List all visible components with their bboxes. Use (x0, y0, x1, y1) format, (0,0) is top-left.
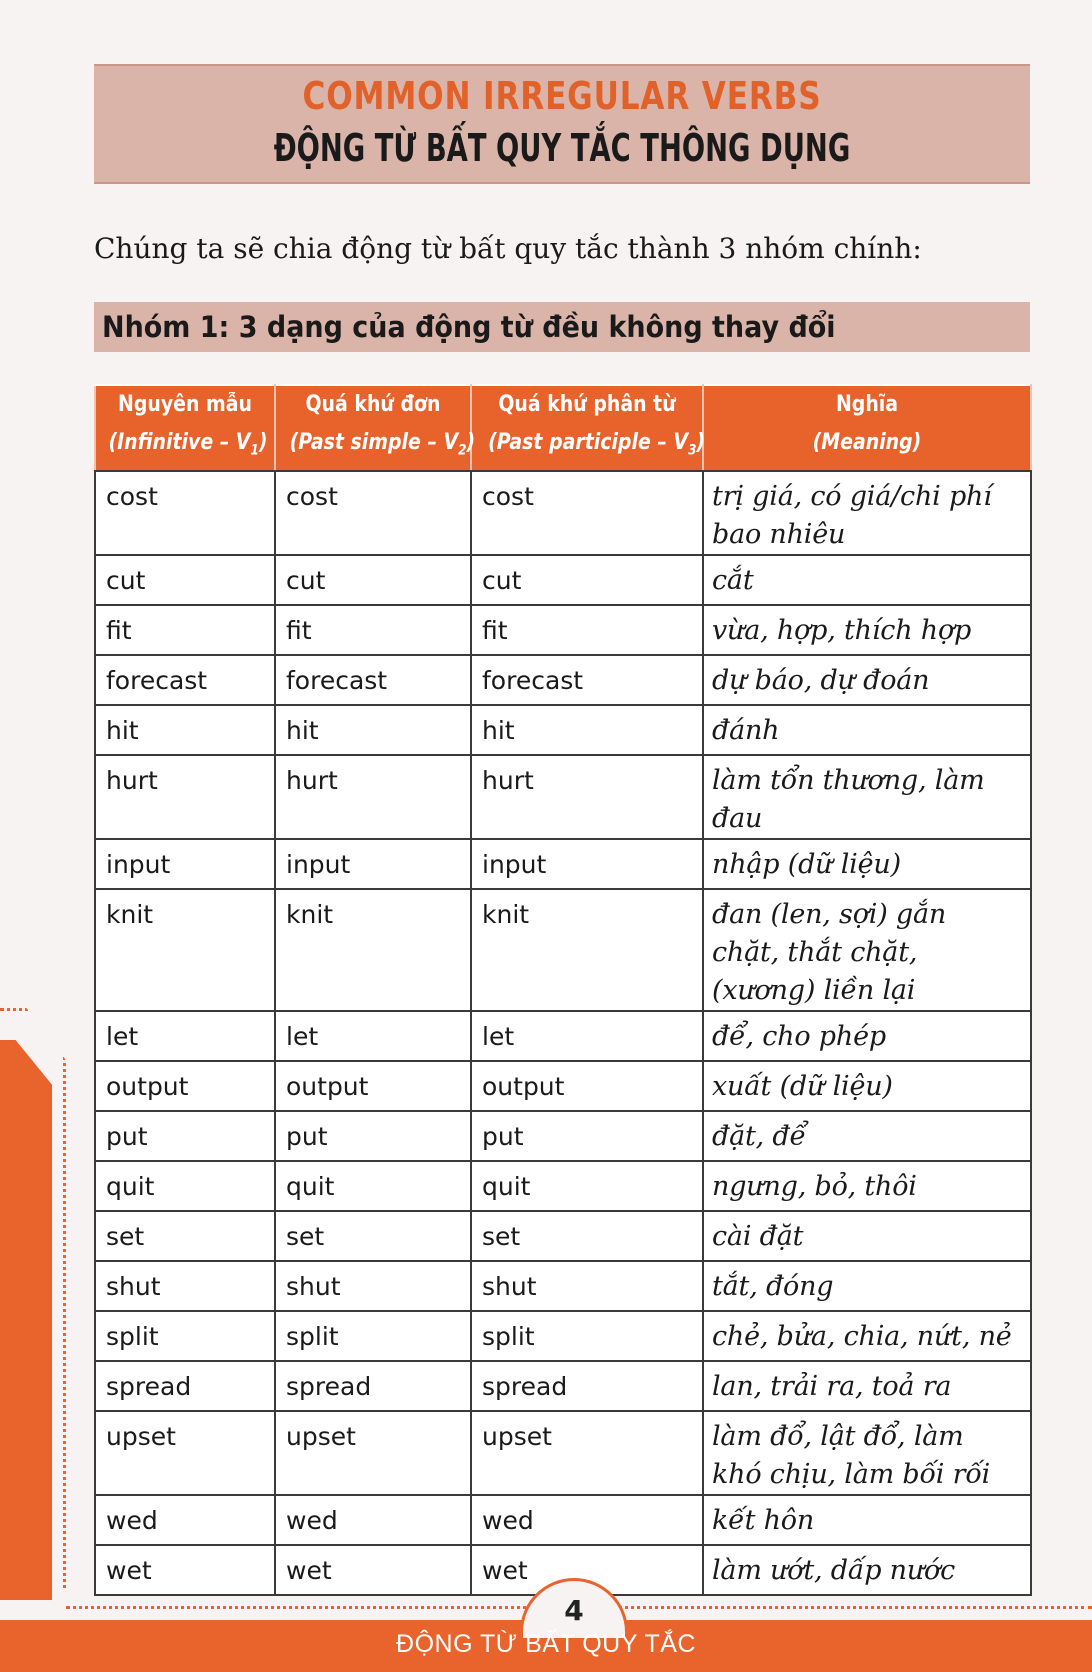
cell-v1: cost (95, 471, 275, 555)
table-row (95, 1411, 1031, 1495)
group-banner (94, 302, 1030, 352)
cell-v1: input (95, 839, 275, 889)
cell-v3: set (471, 1211, 703, 1261)
cell-meaning: làm ướt, dấp nước (703, 1545, 1031, 1595)
column-header-3 (471, 385, 706, 471)
cell-v3: wet (471, 1545, 703, 1595)
cell-v1: wed (95, 1495, 275, 1545)
intro-text: Chúng ta sẽ chia động từ bất quy tắc thành 3 nhóm chính: (94, 232, 922, 265)
cell-v1: upset (95, 1411, 275, 1495)
column-header-label: Nghĩa (835, 392, 899, 418)
table-row (95, 1311, 1031, 1361)
cell-v1: wet (95, 1545, 275, 1595)
table-header-row (95, 385, 1031, 471)
cell-meaning: ngưng, bỏ, thôi (703, 1161, 1031, 1211)
cell-v2: put (275, 1111, 471, 1161)
cell-v2: set (275, 1211, 471, 1261)
column-header-close: ) (258, 430, 268, 456)
table-body (95, 471, 1031, 1595)
cell-v3: wed (471, 1495, 703, 1545)
column-header-label: Quá khứ đơn (305, 392, 441, 418)
table-row (95, 1495, 1031, 1545)
table-row (95, 655, 1031, 705)
cell-meaning: tắt, đóng (703, 1261, 1031, 1311)
cell-v3: hurt (471, 755, 703, 839)
cell-v3: output (471, 1061, 703, 1111)
cell-v3: shut (471, 1261, 703, 1311)
column-header-label: Quá khứ phân từ (498, 392, 676, 418)
column-header-subscript: 3 (688, 442, 697, 459)
cell-v2: hurt (275, 755, 471, 839)
title-english: COMMON IRREGULAR VERBS (302, 74, 822, 118)
column-header-sublabel-text: (Meaning) (812, 430, 922, 456)
cell-v2: split (275, 1311, 471, 1361)
cell-v2: hit (275, 705, 471, 755)
column-header-close: ) (466, 430, 476, 456)
cell-v3: let (471, 1011, 703, 1061)
cell-meaning: cài đặt (703, 1211, 1031, 1261)
column-header-sublabel (727, 424, 1007, 469)
cell-meaning: đánh (703, 705, 1031, 755)
column-header-sublabel (108, 424, 268, 469)
cell-v2: output (275, 1061, 471, 1111)
column-header-sublabel-text: (Past simple – V (289, 430, 459, 456)
footer-book-title: ĐỘNG TỪ BẤT QUY TẮC (396, 1630, 696, 1658)
cell-v3: quit (471, 1161, 703, 1211)
column-header-4 (703, 385, 1031, 471)
cell-v1: hurt (95, 755, 275, 839)
cell-v1: spread (95, 1361, 275, 1411)
cell-v3: forecast (471, 655, 703, 705)
verb-table (94, 384, 1032, 1596)
column-header-subscript: 1 (250, 442, 259, 459)
table-row (95, 1261, 1031, 1311)
cell-v1: hit (95, 705, 275, 755)
cell-v2: spread (275, 1361, 471, 1411)
cell-v1: cut (95, 555, 275, 605)
table-row (95, 1161, 1031, 1211)
column-header-close: ) (696, 430, 706, 456)
cell-v2: forecast (275, 655, 471, 705)
cell-meaning: lan, trải ra, toả ra (703, 1361, 1031, 1411)
column-header-sublabel-text: (Past participle – V (488, 430, 689, 456)
cell-v2: shut (275, 1261, 471, 1311)
page-number: 4 (564, 1594, 584, 1627)
cell-v1: quit (95, 1161, 275, 1211)
cell-v2: wet (275, 1545, 471, 1595)
cell-v2: quit (275, 1161, 471, 1211)
cell-meaning: làm đổ, lật đổ, làm khó chịu, làm bối rối (703, 1411, 1031, 1495)
cell-meaning: dự báo, dự đoán (703, 655, 1031, 705)
table-row (95, 889, 1031, 1011)
table-row (95, 1061, 1031, 1111)
cell-meaning: trị giá, có giá/chi phí bao nhiêu (703, 471, 1031, 555)
cell-v2: cost (275, 471, 471, 555)
cell-v2: let (275, 1011, 471, 1061)
column-header-2 (275, 385, 476, 471)
table-row (95, 839, 1031, 889)
cell-v3: put (471, 1111, 703, 1161)
cell-v1: forecast (95, 655, 275, 705)
cell-v1: output (95, 1061, 275, 1111)
cell-meaning: để, cho phép (703, 1011, 1031, 1061)
cell-v1: fit (95, 605, 275, 655)
cell-v1: shut (95, 1261, 275, 1311)
table-row (95, 471, 1031, 555)
cell-v3: input (471, 839, 703, 889)
cell-v2: cut (275, 555, 471, 605)
table-row (95, 755, 1031, 839)
cell-meaning: cắt (703, 555, 1031, 605)
column-header-1 (95, 385, 275, 471)
cell-v3: cut (471, 555, 703, 605)
title-banner (94, 64, 1030, 184)
column-header-sublabel (289, 424, 476, 469)
cell-v1: put (95, 1111, 275, 1161)
cell-v3: spread (471, 1361, 703, 1411)
cell-v3: fit (471, 605, 703, 655)
title-vietnamese: ĐỘNG TỪ BẤT QUY TẮC THÔNG DỤNG (273, 126, 851, 170)
cell-v1: set (95, 1211, 275, 1261)
cell-v1: let (95, 1011, 275, 1061)
cell-meaning: làm tổn thương, làm đau (703, 755, 1031, 839)
cell-v1: split (95, 1311, 275, 1361)
cell-meaning: nhập (dữ liệu) (703, 839, 1031, 889)
table-row (95, 705, 1031, 755)
cell-v2: wed (275, 1495, 471, 1545)
cell-v2: fit (275, 605, 471, 655)
table-row (95, 605, 1031, 655)
cell-meaning: đặt, để (703, 1111, 1031, 1161)
table-row (95, 555, 1031, 605)
cell-v3: upset (471, 1411, 703, 1495)
table-row (95, 1011, 1031, 1061)
column-header-subscript: 2 (458, 442, 467, 459)
table-row (95, 1361, 1031, 1411)
cell-v2: knit (275, 889, 471, 1011)
cell-meaning: kết hôn (703, 1495, 1031, 1545)
cell-meaning: đan (len, sợi) gắn chặt, thắt chặt, (xương) liền lại (703, 889, 1031, 1011)
cell-v2: upset (275, 1411, 471, 1495)
column-header-sublabel-text: (Infinitive – V (108, 430, 251, 456)
group-title: Nhóm 1: 3 dạng của động từ đều không thay đổi (102, 310, 836, 344)
cell-v3: split (471, 1311, 703, 1361)
cell-v2: input (275, 839, 471, 889)
cell-meaning: xuất (dữ liệu) (703, 1061, 1031, 1111)
column-header-label: Nguyên mẫu (117, 392, 253, 418)
cell-meaning: chẻ, bửa, chia, nứt, nẻ (703, 1311, 1031, 1361)
cell-v3: hit (471, 705, 703, 755)
decorative-orange-edge (0, 1040, 52, 1600)
column-header-sublabel (488, 424, 706, 469)
cell-v3: cost (471, 471, 703, 555)
cell-v3: knit (471, 889, 703, 1011)
cell-meaning: vừa, hợp, thích hợp (703, 605, 1031, 655)
cell-v1: knit (95, 889, 275, 1011)
table-row (95, 1211, 1031, 1261)
table-row (95, 1111, 1031, 1161)
